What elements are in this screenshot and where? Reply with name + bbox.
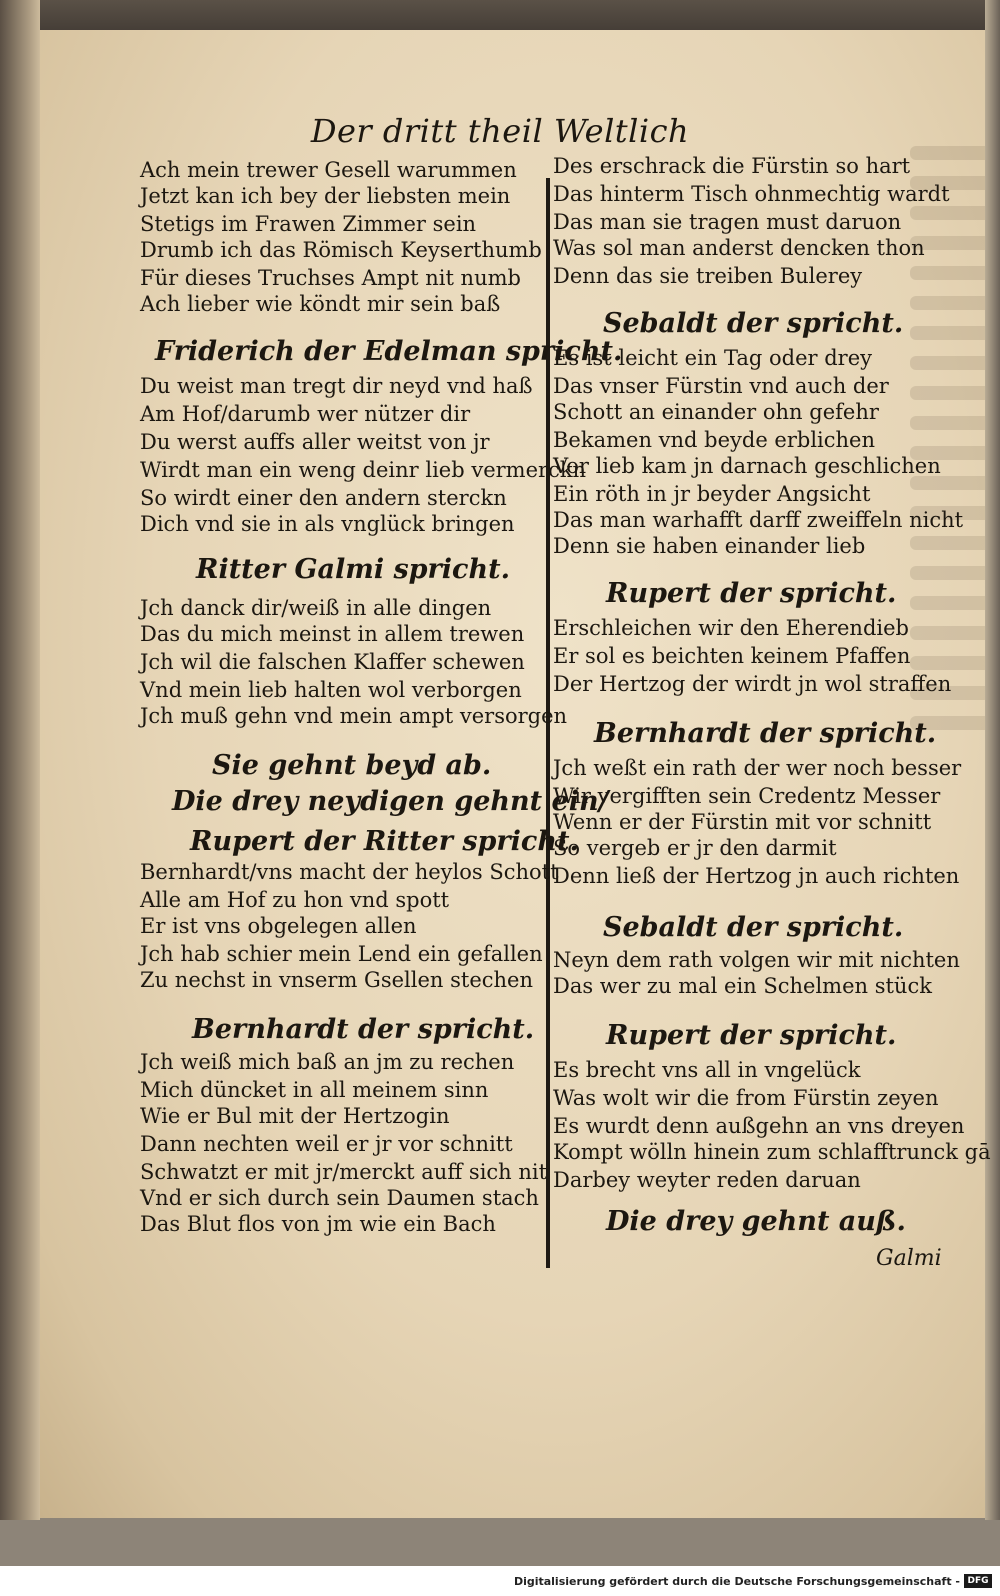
verse-line: Wirdt man ein weng deinr lieb vermerckn	[140, 458, 587, 482]
running-head: Der dritt theil Weltlich	[310, 112, 690, 150]
verse-line: Du werst auffs aller weitst von jr	[140, 430, 490, 454]
speaker-heading: Ritter Galmi spricht.	[196, 554, 510, 585]
speaker-heading: Bernhardt der spricht.	[594, 718, 937, 749]
verse-line: Das vnser Fürstin vnd auch der	[553, 374, 889, 398]
verse-line: Wie er Bul mit der Hertzogin	[140, 1104, 450, 1128]
verse-line: Neyn dem rath volgen wir mit nichten	[553, 948, 960, 972]
verse-line: Vnd mein lieb halten wol verborgen	[140, 678, 522, 702]
verse-line: Jch danck dir/weiß in alle dingen	[140, 596, 492, 620]
verse-line: Jch weßt ein rath der wer noch besser	[553, 756, 962, 780]
verse-line: Denn das sie treiben Bulerey	[553, 264, 863, 288]
verse-line: Das man warhafft darff zweiffeln nicht	[553, 508, 964, 532]
verse-line: Am Hof/darumb wer nützer dir	[140, 402, 471, 426]
speaker-heading: Sebaldt der spricht.	[603, 912, 904, 943]
speaker-heading: Die drey neydigen gehnt ein/	[172, 786, 609, 817]
verse-line: Der Hertzog der wirdt jn wol straffen	[553, 672, 952, 696]
verse-line: Jch hab schier mein Lend ein gefallen	[140, 942, 543, 966]
verse-line: Das hinterm Tisch ohnmechtig wardt	[553, 182, 950, 206]
verse-line: Es ist leicht ein Tag oder drey	[553, 346, 873, 370]
verse-line: Für dieses Truchses Ampt nit numb	[140, 266, 521, 290]
verse-line: Das wer zu mal ein Schelmen stück	[553, 974, 932, 998]
verse-line: Des erschrack die Fürstin so hart	[553, 154, 911, 178]
verse-line: Wir vergifften sein Credentz Messer	[553, 784, 941, 808]
page-edge	[985, 0, 1000, 1520]
verse-line: Zu nechst in vnserm Gsellen stechen	[140, 968, 533, 992]
dfg-logo: DFG	[964, 1574, 992, 1588]
verse-line: Erschleichen wir den Eherendieb	[553, 616, 909, 640]
speaker-heading: Rupert der spricht.	[606, 1020, 897, 1051]
verse-line: Er sol es beichten keinem Pfaffen	[553, 644, 911, 668]
verse-line: Was wolt wir die from Fürstin zeyen	[553, 1086, 939, 1110]
verse-line: So wirdt einer den andern sterckn	[140, 486, 507, 510]
verse-line: Kompt wölln hinein zum schlafftrunck gā	[553, 1140, 991, 1164]
catchword: Galmi	[876, 1246, 942, 1271]
verse-line: Drumb ich das Römisch Keyserthumb	[140, 238, 542, 262]
speaker-heading: Rupert der spricht.	[606, 578, 897, 609]
verse-line: Dann nechten weil er jr vor schnitt	[140, 1132, 513, 1156]
verse-line: Das Blut flos von jm wie ein Bach	[140, 1212, 496, 1236]
verse-line: Es brecht vns all in vngelück	[553, 1058, 861, 1082]
verse-line: Alle am Hof zu hon vnd spott	[140, 888, 450, 912]
verse-line: Denn sie haben einander lieb	[553, 534, 866, 558]
verse-line: Wenn er der Fürstin mit vor schnitt	[553, 810, 932, 834]
verse-line: Jetzt kan ich bey der liebsten mein	[140, 184, 511, 208]
verse-line: Darbey weyter reden daruan	[553, 1168, 861, 1192]
verse-line: Vor lieb kam jn darnach geschlichen	[553, 454, 941, 478]
book-binding	[0, 0, 40, 1520]
verse-line: Jch weiß mich baß an jm zu rechen	[140, 1050, 515, 1074]
verse-line: Schwatzt er mit jr/merckt auff sich nit	[140, 1160, 548, 1184]
speaker-heading: Friderich der Edelman spricht.	[155, 336, 623, 367]
verse-line: Denn ließ der Hertzog jn auch richten	[553, 864, 960, 888]
speaker-heading: Rupert der Ritter spricht.	[190, 826, 579, 857]
verse-line: Er ist vns obgelegen allen	[140, 914, 417, 938]
verse-line: Ach lieber wie köndt mir sein baß	[140, 292, 501, 316]
verse-line: Vnd er sich durch sein Daumen stach	[140, 1186, 539, 1210]
speaker-heading: Sebaldt der spricht.	[603, 308, 904, 339]
verse-line: Das du mich meinst in allem trewen	[140, 622, 525, 646]
verse-line: Stetigs im Frawen Zimmer sein	[140, 212, 477, 236]
speaker-heading: Sie gehnt beyd ab.	[212, 750, 492, 781]
verse-line: Jch wil die falschen Klaffer schewen	[140, 650, 525, 674]
verse-line: So vergeb er jr den darmit	[553, 836, 837, 860]
verse-line: Du weist man tregt dir neyd vnd haß	[140, 374, 533, 398]
verse-line: Ach mein trewer Gesell warummen	[140, 158, 517, 182]
verse-line: Ein röth in jr beyder Angsicht	[553, 482, 871, 506]
verse-line: Bernhardt/vns macht der heylos Schott	[140, 860, 559, 884]
verse-line: Was sol man anderst dencken thon	[553, 236, 925, 260]
verse-line: Bekamen vnd beyde erblichen	[553, 428, 876, 452]
verse-line: Mich düncket in all meinem sinn	[140, 1078, 489, 1102]
verse-line: Jch muß gehn vnd mein ampt versorgen	[140, 704, 568, 728]
verse-line: Schott an einander ohn gefehr	[553, 400, 879, 424]
speaker-heading: Bernhardt der spricht.	[192, 1014, 535, 1045]
verse-line: Dich vnd sie in als vnglück bringen	[140, 512, 515, 536]
verse-line: Es wurdt denn außgehn an vns dreyen	[553, 1114, 965, 1138]
verse-line: Das man sie tragen must daruon	[553, 210, 902, 234]
digitization-credit: Digitalisierung gefördert durch die Deutsche Forschungsgemeinschaft -	[513, 1575, 960, 1588]
speaker-heading: Die drey gehnt auß.	[606, 1206, 906, 1237]
